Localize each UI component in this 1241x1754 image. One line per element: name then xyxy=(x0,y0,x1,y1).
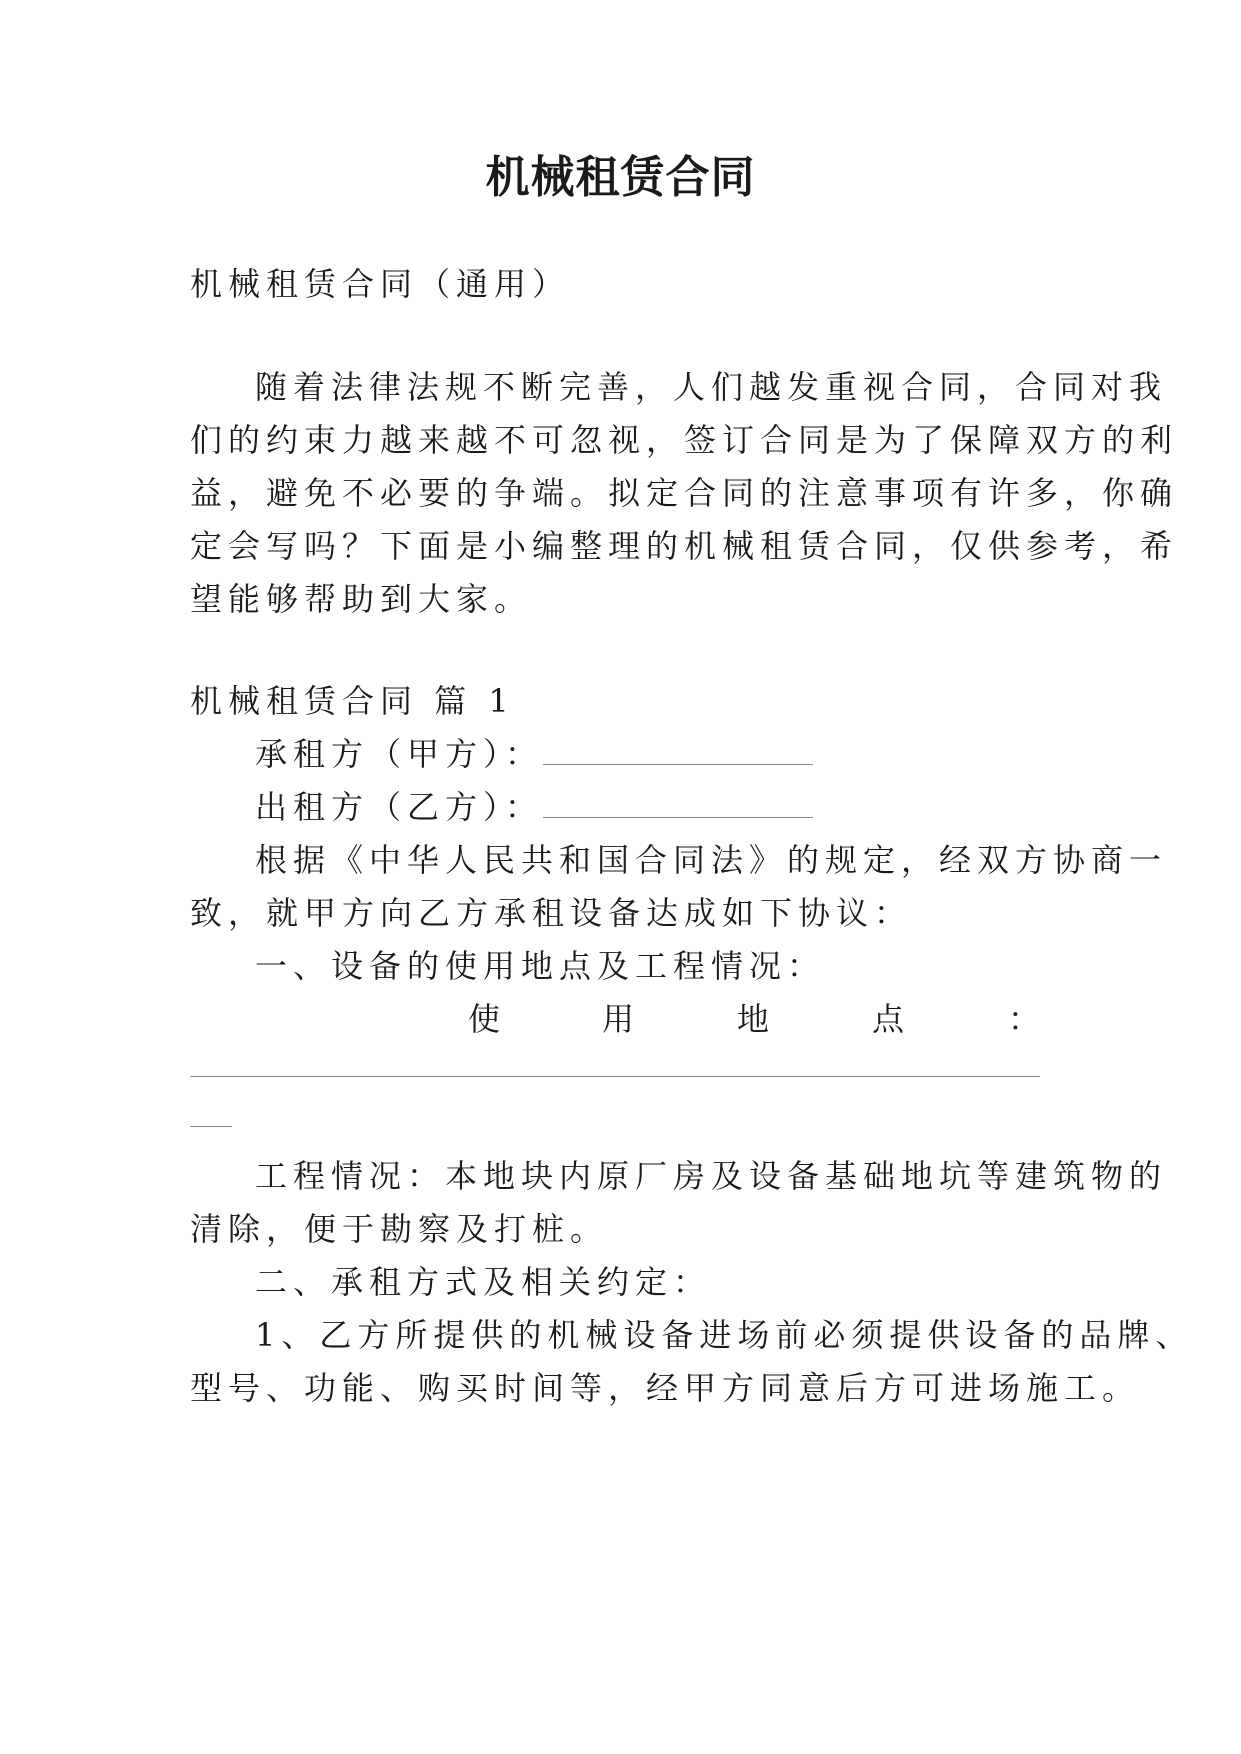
intro-line-3: 益，避免不必要的争端。拟定合同的注意事项有许多，你确 xyxy=(190,474,1179,512)
intro-line-5: 望能够帮助到大家。 xyxy=(190,580,533,618)
section-heading: 机械租赁合同 篇 1 xyxy=(190,682,515,720)
document-subtitle: 机械租赁合同（通用） xyxy=(190,265,571,303)
document-title: 机械租赁合同 xyxy=(485,152,756,203)
location-blank-line xyxy=(190,1076,1040,1077)
intro-line-1: 随着法律法规不断完善，人们越发重视合同，合同对我 xyxy=(255,368,1168,406)
intro-line-2: 们的约束力越来越不可忽视，签订合同是为了保障双方的利 xyxy=(190,421,1179,459)
location-char-3: 地 xyxy=(737,1000,770,1038)
location-blank-line-cont xyxy=(190,1126,232,1127)
location-char-4: 点 xyxy=(872,1000,905,1038)
party-a-line xyxy=(255,732,1060,776)
project-line-1: 工程情况：本地块内原厂房及设备基础地坑等建筑物的 xyxy=(255,1157,1168,1195)
basis-line-2: 致，就甲方向乙方承租设备达成如下协议： xyxy=(190,894,913,932)
intro-line-4: 定会写吗？下面是小编整理的机械租赁合同，仅供参考，希 xyxy=(190,527,1179,565)
clause-2-heading: 二、承租方式及相关约定： xyxy=(255,1263,712,1301)
party-b-label: 出租方（乙方）： xyxy=(255,788,544,826)
basis-line-1: 根据《中华人民共和国合同法》的规定，经双方协商一 xyxy=(255,841,1168,879)
party-a-label: 承租方（甲方）： xyxy=(255,735,544,773)
party-a-blank xyxy=(543,736,813,765)
location-char-2: 用 xyxy=(602,1000,635,1038)
project-line-2: 清除，便于勘察及打桩。 xyxy=(190,1210,609,1248)
location-char-5: ： xyxy=(1008,1000,1041,1038)
party-b-line xyxy=(255,785,1060,829)
clause-2-item-1-line-2: 型号、功能、购买时间等，经甲方同意后方可进场施工。 xyxy=(190,1369,1141,1407)
clause-2-item-1-line-1: 1、乙方所提供的机械设备进场前必须提供设备的品牌、 xyxy=(255,1316,1194,1354)
party-b-blank xyxy=(543,789,813,818)
location-char-1: 使 xyxy=(468,1000,501,1038)
clause-1-heading: 一、设备的使用地点及工程情况： xyxy=(255,947,826,985)
